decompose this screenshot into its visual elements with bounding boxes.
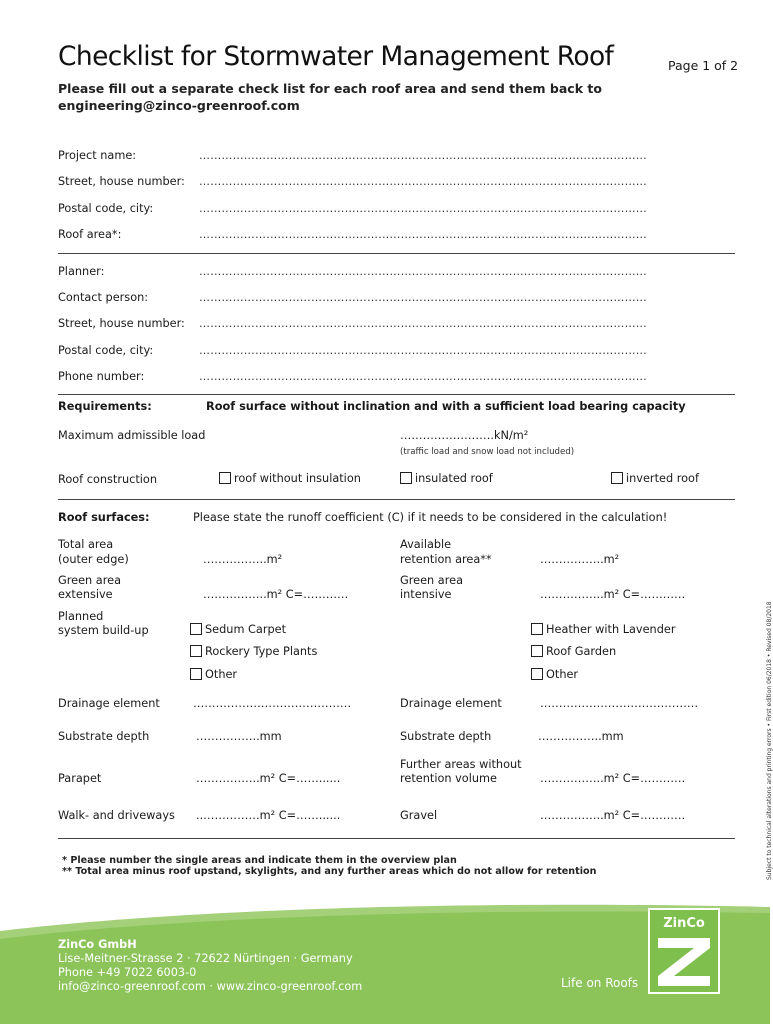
footnote-2: ** Total area minus roof upstand, skylights, and any further areas which do not allow for retention bbox=[62, 866, 597, 877]
option-other-right[interactable]: Other bbox=[531, 668, 578, 681]
available-retention-label-2: retention area** bbox=[400, 553, 492, 566]
side-disclaimer: Subject to technical alterations and printing errors • First edition 06/2018 • Revised 08/2018 bbox=[766, 601, 773, 880]
total-area-field[interactable]: ……………..m² bbox=[203, 553, 283, 566]
further-areas-field[interactable]: ……………..m² C=………… bbox=[540, 772, 686, 785]
option-inverted-roof[interactable]: inverted roof bbox=[611, 472, 699, 485]
runoff-instruction: Please state the runoff coefficient (C) if it needs to be considered in the calculation! bbox=[193, 511, 668, 524]
checkbox[interactable] bbox=[400, 472, 412, 484]
planner-label: Planner: bbox=[58, 265, 105, 278]
project-postal-label: Postal code, city: bbox=[58, 202, 154, 215]
max-load-field[interactable]: …………………….kN/m² bbox=[400, 429, 529, 442]
project-name-field[interactable]: ………………………………………………………………………………………………………… bbox=[199, 149, 647, 162]
walkways-field[interactable]: ..……………m² C=……...... bbox=[196, 809, 341, 822]
divider bbox=[58, 499, 735, 500]
checkbox[interactable] bbox=[531, 623, 543, 635]
planner-field[interactable]: ………………………………………………………………………………………………………… bbox=[199, 265, 647, 278]
project-name-label: Project name: bbox=[58, 149, 137, 162]
checkbox[interactable] bbox=[611, 472, 623, 484]
gravel-field[interactable]: ……………..m² C=………… bbox=[540, 809, 686, 822]
company-address: Lise-Meitner-Strasse 2 · 72622 Nürtingen · Germany bbox=[58, 952, 353, 965]
checkbox[interactable] bbox=[190, 645, 202, 657]
available-retention-field[interactable]: ……………..m² bbox=[540, 553, 620, 566]
total-area-label-2: (outer edge) bbox=[58, 553, 129, 566]
roof-construction-label: Roof construction bbox=[58, 473, 157, 486]
checkbox[interactable] bbox=[531, 668, 543, 680]
parapet-field[interactable]: ……………..m² C=……...... bbox=[196, 772, 341, 785]
further-areas-label-2: retention volume bbox=[400, 772, 497, 785]
option-heather-lavender[interactable]: Heather with Lavender bbox=[531, 623, 675, 636]
gravel-label: Gravel bbox=[400, 809, 438, 822]
substrate-field[interactable]: ……………..mm bbox=[196, 730, 282, 743]
option-sedum-carpet[interactable]: Sedum Carpet bbox=[190, 623, 286, 636]
logo-z-icon bbox=[656, 936, 712, 988]
substrate-label-right: Substrate depth bbox=[400, 730, 492, 743]
substrate-label: Substrate depth bbox=[58, 730, 150, 743]
planner-street-label: Street, house number: bbox=[58, 317, 185, 330]
parapet-label: Parapet bbox=[58, 772, 102, 785]
phone-label: Phone number: bbox=[58, 370, 145, 383]
company-contact[interactable]: info@zinco-greenroof.com · www.zinco-greenroof.com bbox=[58, 980, 363, 993]
drainage-field[interactable]: …………………………………… bbox=[193, 697, 352, 710]
checkbox[interactable] bbox=[531, 645, 543, 657]
page-number: Page 1 of 2 bbox=[668, 58, 739, 73]
total-area-label-1: Total area bbox=[58, 538, 114, 551]
planner-street-field[interactable]: ………………………………………………………………………………………………………… bbox=[199, 317, 647, 330]
green-extensive-label-2: extensive bbox=[58, 588, 113, 601]
roof-surfaces-label: Roof surfaces: bbox=[58, 511, 150, 524]
checkbox[interactable] bbox=[190, 668, 202, 680]
green-intensive-label-2: intensive bbox=[400, 588, 452, 601]
divider bbox=[58, 253, 735, 254]
contact-person-label: Contact person: bbox=[58, 291, 149, 304]
project-postal-field[interactable]: ………………………………………………………………………………………………………… bbox=[199, 202, 647, 215]
company-phone: Phone +49 7022 6003-0 bbox=[58, 966, 197, 979]
roof-area-label: Roof area*: bbox=[58, 228, 122, 241]
substrate-field-right[interactable]: ……………..mm bbox=[538, 730, 624, 743]
green-extensive-label-1: Green area bbox=[58, 574, 121, 587]
company-name: ZinCo GmbH bbox=[58, 938, 137, 951]
drainage-label-right: Drainage element bbox=[400, 697, 502, 710]
checkbox[interactable] bbox=[190, 623, 202, 635]
planner-postal-label: Postal code, city: bbox=[58, 344, 154, 357]
divider bbox=[58, 838, 735, 839]
footnote-1: * Please number the single areas and indicate them in the overview plan bbox=[62, 855, 457, 866]
option-roof-garden[interactable]: Roof Garden bbox=[531, 645, 616, 658]
project-street-label: Street, house number: bbox=[58, 175, 185, 188]
option-rockery-plants[interactable]: Rockery Type Plants bbox=[190, 645, 317, 658]
green-intensive-field[interactable]: ……………..m² C=………… bbox=[540, 588, 686, 601]
divider bbox=[58, 394, 735, 395]
checkbox[interactable] bbox=[219, 472, 231, 484]
green-extensive-field[interactable]: ……………..m² C=………… bbox=[203, 588, 349, 601]
zinco-logo bbox=[648, 908, 720, 994]
contact-person-field[interactable]: ………………………………………………………………………………………………………… bbox=[199, 291, 647, 304]
max-load-note: (traffic load and snow load not included) bbox=[400, 447, 575, 457]
requirements-label: Requirements: bbox=[58, 400, 152, 413]
phone-field[interactable]: ………………………………………………………………………………………………………… bbox=[199, 370, 647, 383]
roof-area-field[interactable]: ………………………………………………………………………………………………………… bbox=[199, 228, 647, 241]
page-title: Checklist for Stormwater Management Roof bbox=[58, 41, 614, 72]
further-areas-label-1: Further areas without bbox=[400, 758, 522, 771]
drainage-label: Drainage element bbox=[58, 697, 160, 710]
planned-buildup-label-2: system build-up bbox=[58, 624, 149, 637]
slogan: Life on Roofs bbox=[561, 976, 639, 990]
option-roof-without-insulation[interactable]: roof without insulation bbox=[219, 472, 361, 485]
max-load-label: Maximum admissible load bbox=[58, 429, 206, 442]
project-street-field[interactable]: ………………………………………………………………………………………………………… bbox=[199, 175, 647, 188]
walkways-label: Walk- and driveways bbox=[58, 809, 175, 822]
planner-postal-field[interactable]: ………………………………………………………………………………………………………… bbox=[199, 344, 647, 357]
option-insulated-roof[interactable]: insulated roof bbox=[400, 472, 493, 485]
available-retention-label-1: Available bbox=[400, 538, 452, 551]
logo-text: ZinCo bbox=[663, 916, 705, 931]
requirements-text: Roof surface without inclination and with a sufficient load bearing capacity bbox=[206, 400, 686, 413]
option-other-left[interactable]: Other bbox=[190, 668, 237, 681]
green-intensive-label-1: Green area bbox=[400, 574, 463, 587]
planned-buildup-label-1: Planned bbox=[58, 610, 104, 623]
intro-text: Please fill out a separate check list for each roof area and send them back to engineering@zinco-greenroof.com bbox=[58, 81, 602, 113]
drainage-field-right[interactable]: …………………………………… bbox=[540, 697, 699, 710]
